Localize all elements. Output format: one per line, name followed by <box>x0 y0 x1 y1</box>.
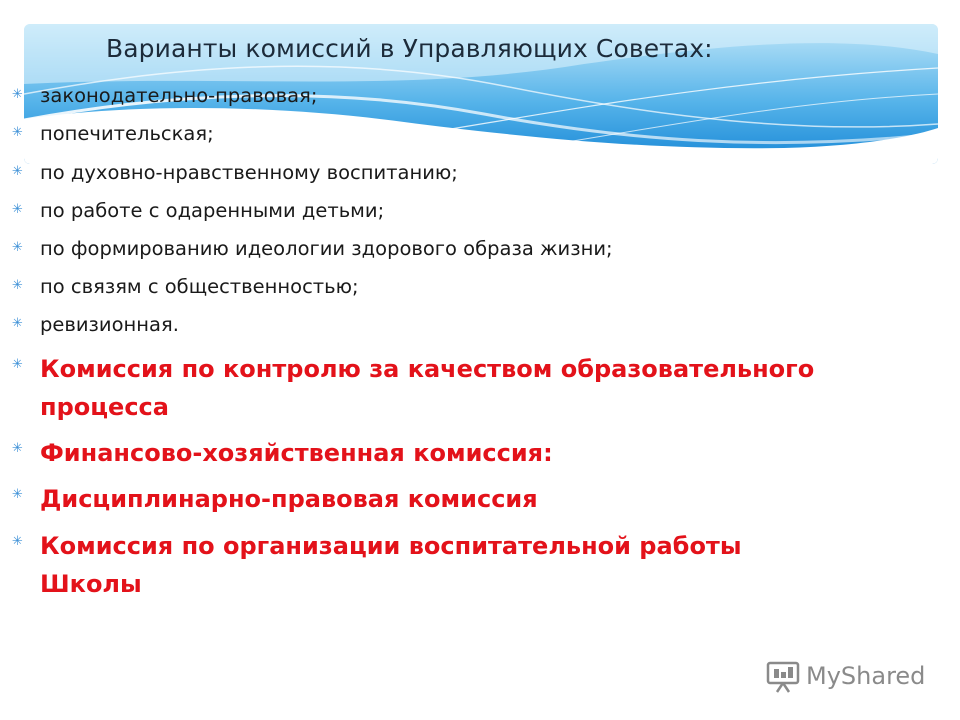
watermark-text: MyShared <box>806 662 926 690</box>
asterisk-bullet-icon: ✳ <box>12 278 23 293</box>
asterisk-bullet-icon: ✳ <box>12 357 23 372</box>
highlight-item-text: Финансово-хозяйственная комиссия: <box>40 439 553 467</box>
list-item-text: по связям с общественностью; <box>40 275 359 298</box>
list-item-text: попечительская; <box>40 122 214 145</box>
list-item-text: по работе с одаренными детьми; <box>40 199 385 222</box>
asterisk-bullet-icon: ✳ <box>12 316 23 331</box>
list-item-text: ревизионная. <box>40 313 179 336</box>
highlight-item-text-continued: процесса <box>40 393 169 421</box>
myshared-watermark <box>766 656 925 696</box>
list-item-text: по формированию идеологии здорового образа жизни; <box>40 237 613 260</box>
asterisk-bullet-icon: ✳ <box>12 125 23 140</box>
asterisk-bullet-icon: ✳ <box>12 441 23 456</box>
list-item-text: по духовно-нравственному воспитанию; <box>40 161 458 184</box>
slide-title: Варианты комиссий в Управляющих Советах: <box>106 34 713 63</box>
asterisk-bullet-icon: ✳ <box>12 87 23 102</box>
asterisk-bullet-icon: ✳ <box>12 164 23 179</box>
highlight-item-text-continued: Школы <box>40 570 142 598</box>
list-item-text: законодательно-правовая; <box>40 84 318 107</box>
asterisk-bullet-icon: ✳ <box>12 240 23 255</box>
presentation-board-icon <box>766 659 802 693</box>
highlight-item-text: Комиссия по контролю за качеством образовательного <box>40 355 815 383</box>
asterisk-bullet-icon: ✳ <box>12 202 23 217</box>
highlight-item-text: Дисциплинарно-правовая комиссия <box>40 485 538 513</box>
asterisk-bullet-icon: ✳ <box>12 534 23 549</box>
asterisk-bullet-icon: ✳ <box>12 487 23 502</box>
highlight-item-text: Комиссия по организации воспитательной работы <box>40 532 742 560</box>
